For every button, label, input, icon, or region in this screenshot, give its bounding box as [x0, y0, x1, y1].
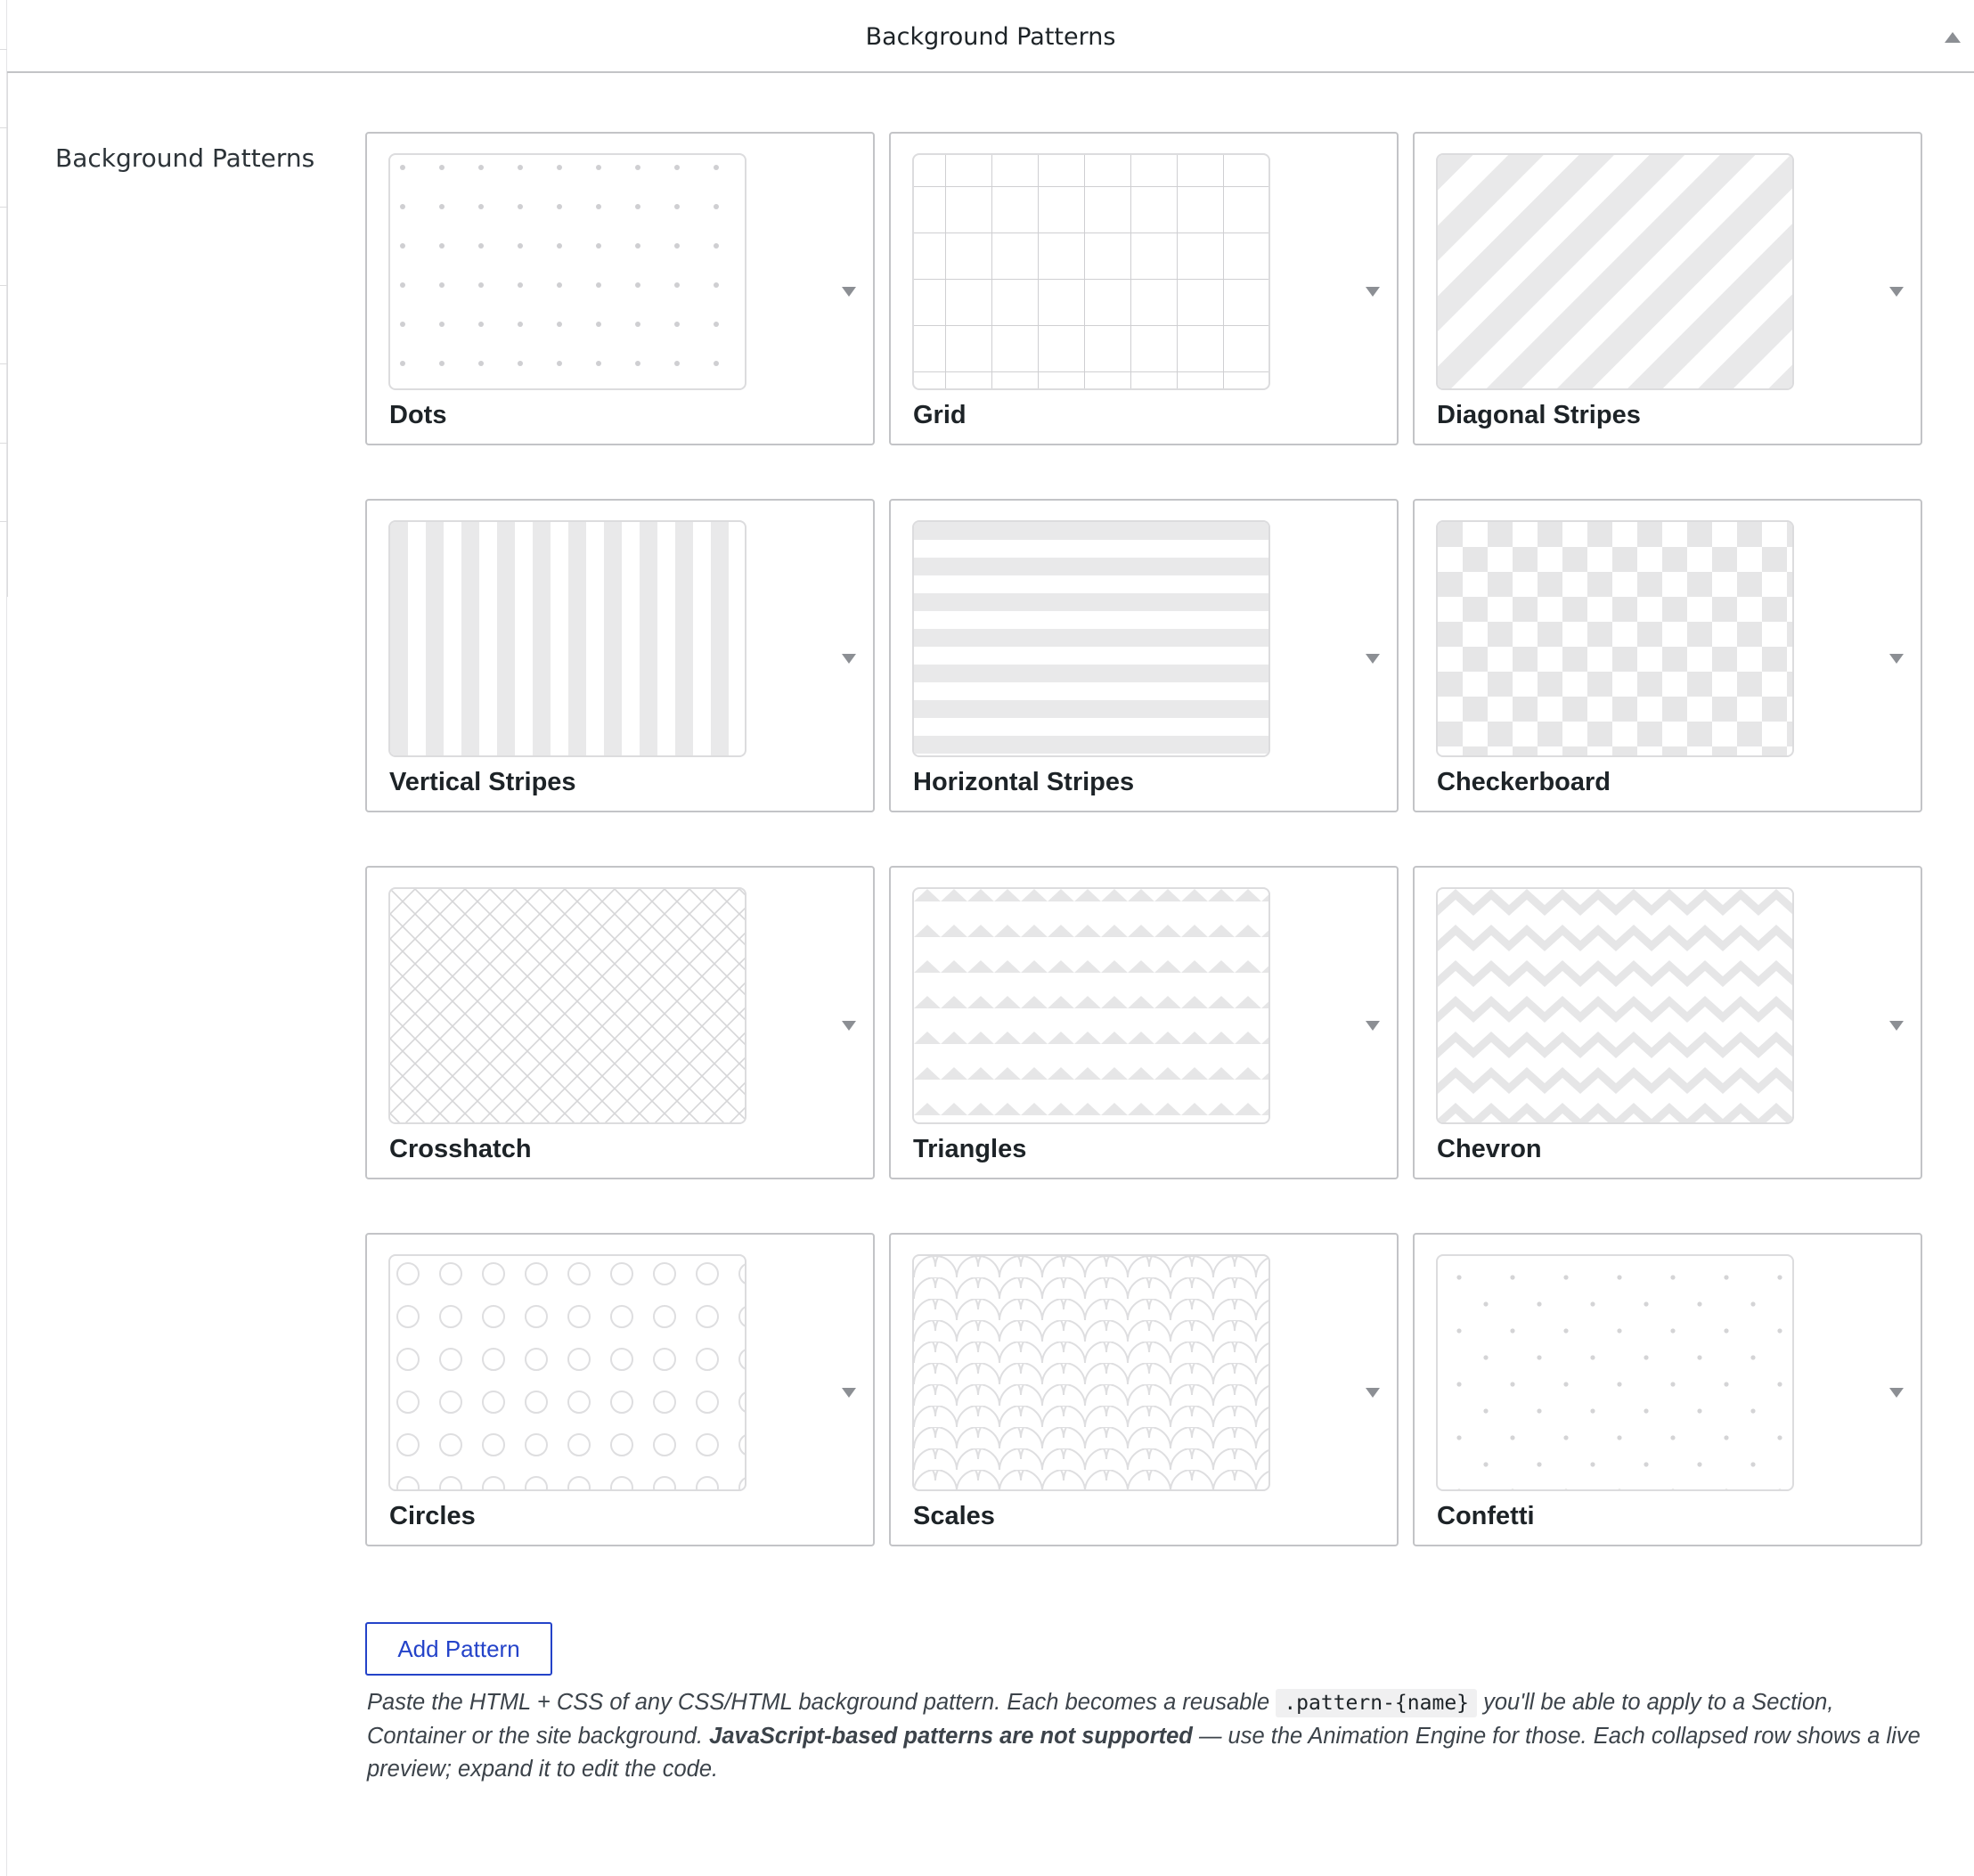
pattern-name: Scales	[913, 1502, 995, 1530]
pattern-name: Grid	[913, 401, 967, 429]
pattern-preview-confetti	[1436, 1254, 1794, 1491]
caret-down-icon[interactable]	[1363, 283, 1383, 299]
pattern-name: Diagonal Stripes	[1437, 401, 1641, 429]
help-text-bold: JavaScript-based patterns are not supported	[709, 1724, 1193, 1749]
caret-down-icon[interactable]	[1887, 1384, 1906, 1400]
pattern-name: Horizontal Stripes	[913, 768, 1135, 796]
pattern-preview-checkerboard	[1436, 520, 1794, 757]
help-text-part: you'll be able to apply to a Section, Container or the site background.	[367, 1690, 1834, 1749]
panel-header[interactable]	[7, 0, 1974, 73]
pattern-card-vertical-stripes[interactable]	[365, 499, 875, 812]
pattern-preview-crosshatch	[388, 887, 746, 1124]
pattern-name: Crosshatch	[389, 1135, 532, 1163]
panel-title: Background Patterns	[865, 23, 1116, 51]
help-text-part: Paste the HTML + CSS of any CSS/HTML background pattern. Each becomes a reusable	[367, 1690, 1277, 1715]
caret-down-icon[interactable]	[839, 650, 859, 666]
pattern-card-confetti[interactable]	[1413, 1233, 1922, 1546]
pattern-preview-chevron	[1436, 887, 1794, 1124]
pattern-name: Triangles	[913, 1135, 1027, 1163]
pattern-grid	[365, 132, 1922, 1546]
pattern-preview-scales	[912, 1254, 1270, 1491]
pattern-preview-diagonal-stripes	[1436, 153, 1794, 390]
pattern-name: Dots	[389, 401, 447, 429]
pattern-name: Checkerboard	[1437, 768, 1611, 796]
caret-down-icon[interactable]	[1887, 1017, 1906, 1033]
help-text-part: — use the Animation Engine for those. Each collapsed row shows a live preview; expand it to edit the code.	[367, 1724, 1921, 1782]
pattern-preview-grid	[912, 153, 1270, 390]
pattern-card-scales[interactable]	[889, 1233, 1399, 1546]
pattern-card-chevron[interactable]	[1413, 866, 1922, 1179]
caret-down-icon[interactable]	[839, 283, 859, 299]
pattern-card-horizontal-stripes[interactable]	[889, 499, 1399, 812]
pattern-preview-dots	[388, 153, 746, 390]
help-code: .pattern-{name}	[1276, 1689, 1477, 1717]
caret-down-icon[interactable]	[1887, 650, 1906, 666]
pattern-name: Chevron	[1437, 1135, 1542, 1163]
pattern-card-diagonal-stripes[interactable]	[1413, 132, 1922, 445]
caret-up-icon[interactable]	[1940, 25, 1965, 50]
caret-down-icon[interactable]	[1363, 1384, 1383, 1400]
help-text	[367, 1686, 1921, 1786]
pattern-card-grid[interactable]	[889, 132, 1399, 445]
pattern-preview-circles	[388, 1254, 746, 1491]
add-pattern-button[interactable]: Add Pattern	[365, 1622, 552, 1676]
pattern-preview-horizontal-stripes	[912, 520, 1270, 757]
pattern-preview-vertical-stripes	[388, 520, 746, 757]
pattern-card-crosshatch[interactable]	[365, 866, 875, 1179]
pattern-name: Circles	[389, 1502, 476, 1530]
caret-down-icon[interactable]	[839, 1384, 859, 1400]
caret-down-icon[interactable]	[839, 1017, 859, 1033]
pattern-card-checkerboard[interactable]	[1413, 499, 1922, 812]
pattern-preview-triangles	[912, 887, 1270, 1124]
caret-down-icon[interactable]	[1363, 650, 1383, 666]
pattern-name: Vertical Stripes	[389, 768, 576, 796]
caret-down-icon[interactable]	[1363, 1017, 1383, 1033]
pattern-card-circles[interactable]	[365, 1233, 875, 1546]
pattern-name: Confetti	[1437, 1502, 1535, 1530]
section-label: Background Patterns	[55, 143, 315, 173]
left-rail	[0, 0, 8, 597]
pattern-card-triangles[interactable]	[889, 866, 1399, 1179]
caret-down-icon[interactable]	[1887, 283, 1906, 299]
pattern-card-dots[interactable]	[365, 132, 875, 445]
